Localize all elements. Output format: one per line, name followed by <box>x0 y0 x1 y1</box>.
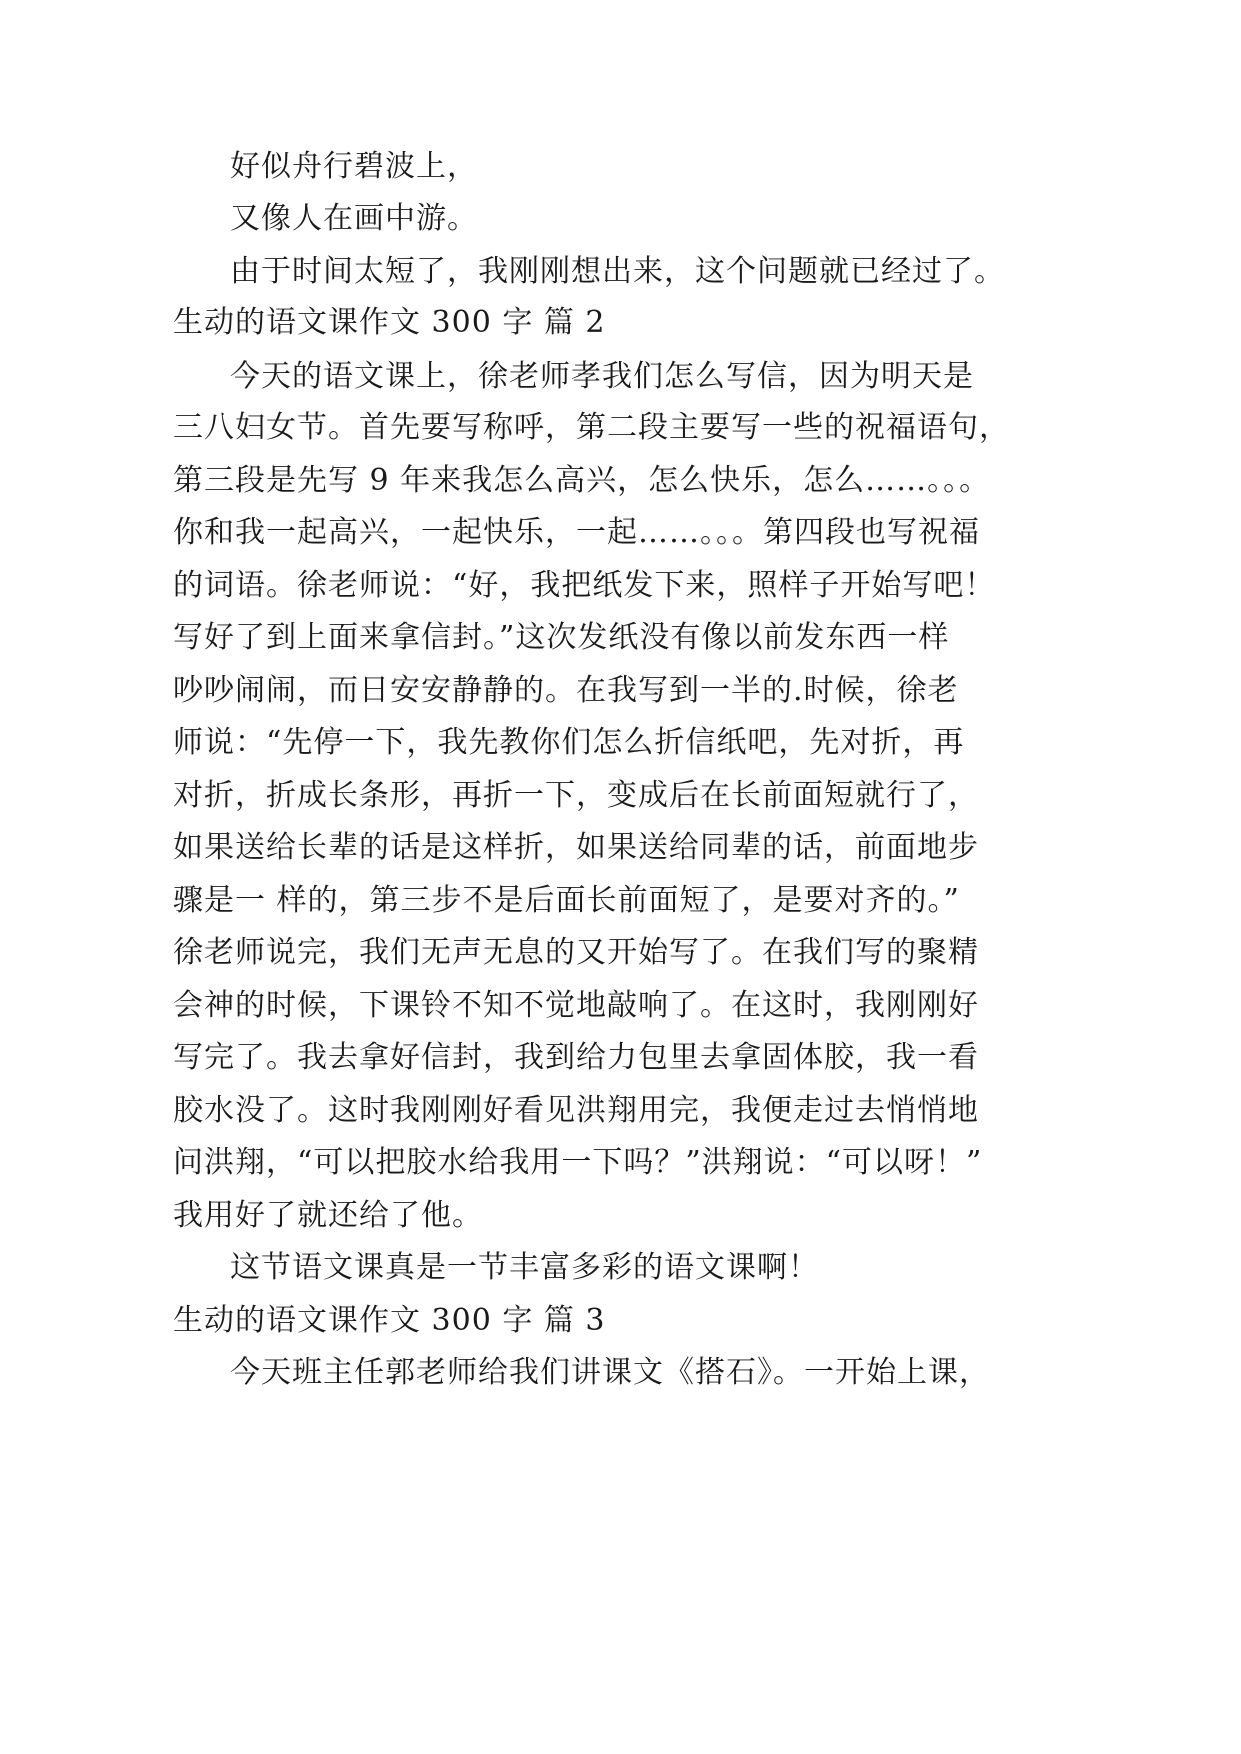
paragraph-line: 我用好了就还给了他。 <box>173 1198 483 1233</box>
paragraph-line: 今天班主任郭老师给我们讲课文《搭石》。一开始上课， <box>230 1355 990 1390</box>
paragraph-line: 第三段是先写 9 年来我怎么高兴，怎么快乐，怎么……。。。 <box>173 463 991 498</box>
paragraph-line: 写完了。我去拿好信封，我到给力包里去拿固体胶，我一看 <box>173 1040 979 1075</box>
paragraph-line: 由于时间太短了，我刚刚想出来，这个问题就已经过了。 <box>230 254 1005 289</box>
paragraph-line: 写好了到上面来拿信封。”这次发纸没有像以前发东西一样 <box>173 620 950 655</box>
paragraph-line: 今天的语文课上，徐老师孝我们怎么写信，因为明天是 <box>230 359 974 394</box>
paragraph-line: 吵吵闹闹，而日安安静静的。在我写到一半的.时候，徐老 <box>173 673 959 708</box>
paragraph-line: 问洪翔，“可以把胶水给我用一下吗？”洪翔说：“可以呀！” <box>173 1145 983 1180</box>
paragraph-line: 会神的时候，下课铃不知不觉地敲响了。在这时，我刚刚好 <box>173 988 979 1023</box>
poem-line-2: 又像人在画中游。 <box>230 201 478 236</box>
paragraph-line: 胶水没了。这时我刚刚好看见洪翔用完，我便走过去悄悄地 <box>173 1093 979 1128</box>
poem-line-1: 好似舟行碧波上， <box>230 149 478 184</box>
paragraph-line: 你和我一起高兴，一起快乐，一起……。。。第四段也写祝福 <box>173 515 980 550</box>
section-heading-2: 生动的语文课作文 300 字 篇 2 <box>173 305 606 340</box>
paragraph-line: 师说：“先停一下，我先教你们怎么折信纸吧，先对折，再 <box>173 725 965 760</box>
paragraph-line: 对折，折成长条形，再折一下，变成后在长前面短就行了， <box>173 778 979 813</box>
paragraph-line: 这节语文课真是一节丰富多彩的语文课啊！ <box>230 1250 819 1285</box>
paragraph-line: 的词语。徐老师说：“好，我把纸发下来，照样子开始写吧！ <box>173 568 996 603</box>
section-heading-3: 生动的语文课作文 300 字 篇 3 <box>173 1303 606 1338</box>
paragraph-line: 如果送给长辈的话是这样折，如果送给同辈的话，前面地步 <box>173 830 979 865</box>
paragraph-line: 徐老师说完，我们无声无息的又开始写了。在我们写的聚精 <box>173 935 979 970</box>
paragraph-line: 三八妇女节。首先要写称呼，第二段主要写一些的祝福语句， <box>173 410 1010 445</box>
paragraph-line: 骤是一 样的，第三步不是后面长前面短了，是要对齐的。” <box>173 883 960 918</box>
